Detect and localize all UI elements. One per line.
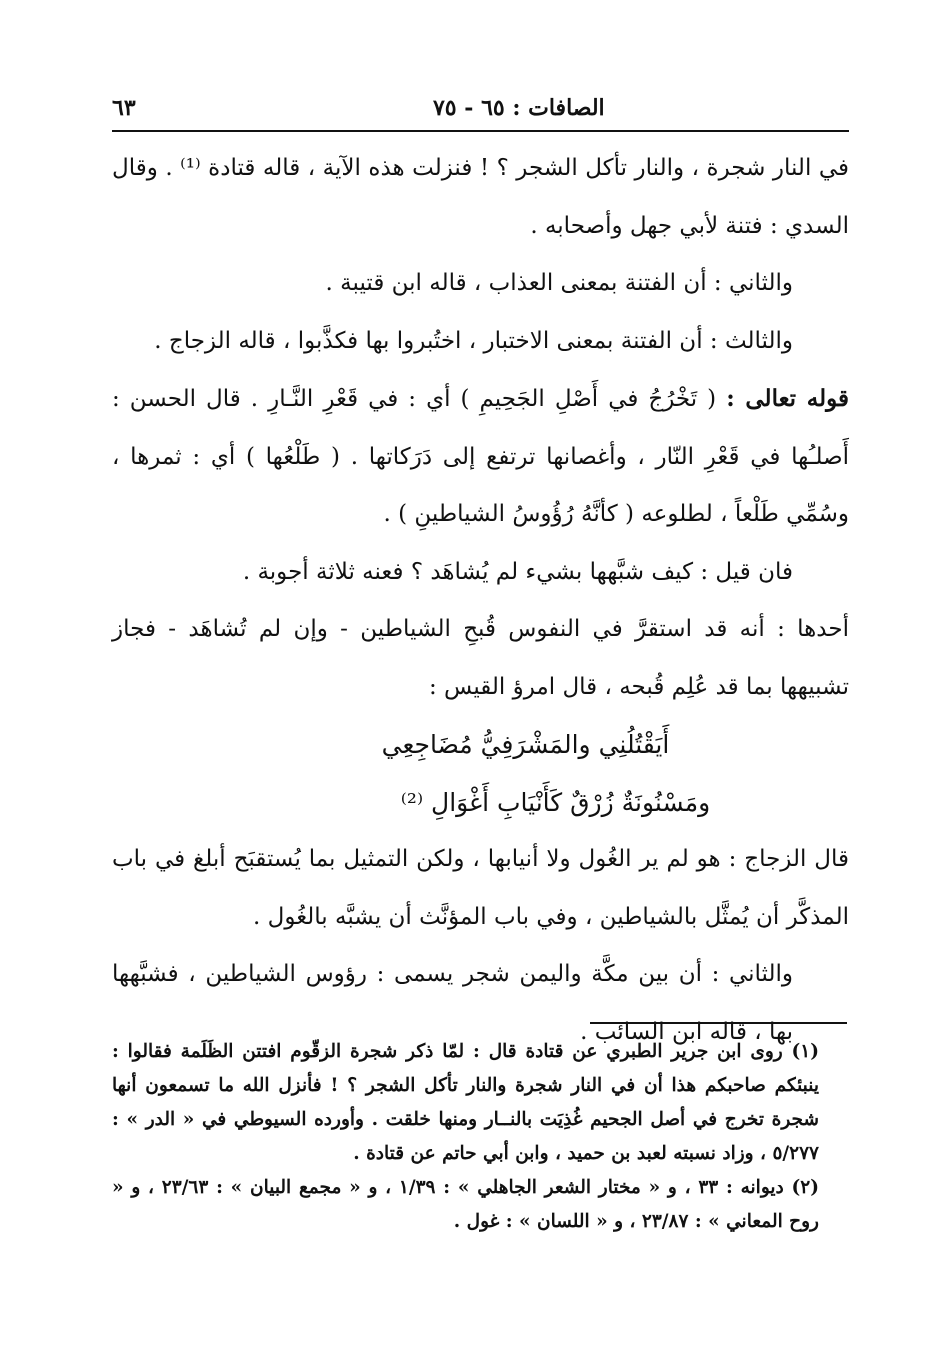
footnote: (١) روى ابن جرير الطبري عن قتادة قال : لمّا ذكر شجرة الزقّوم افتتن الظَلَمة فقالوا : ينبئكم صاحبكم هذا أن في النار شجرة والنار تأكل الشجر ؟ ! فأنزل الله ما تسمعون أنها شجرة تخرج في أصل الجحيم غُذِيَت بالنــار ومنها خلقت . وأورده السيوطي في « الدر » : ٥/٢٧٧ ، وزاد نسبته لعبد بن حميد ، وابن أبي حاتم عن قتادة .	[112, 1041, 819, 1164]
footnote: (٢) ديوانه : ٣٣ ، و « مختار الشعر الجاهلي » : ١/٣٩ ، و « مجمع البيان » : ٢٣/٦٣ ، و « روح المعاني » : ٢٣/٨٧ ، و « اللسان » : غول .	[112, 1177, 819, 1232]
paragraph-text: ( تَخْرُجُ في أَصْلِ الجَحِيمِ ) أي : في قَعْرِ النَّـارِ . قال الحسن : أَصلـُها في قَعْرِ النّار ، وأغصانها ترتفع إلى دَرَكاتها . ( طَلْعُها ) أي : ثمرها ، وسُمِّي طَلْعاً ، لطلوعه ( كأنَّهُ رُؤُوسُ الشياطينِ ) .	[112, 386, 849, 527]
quote-label: قوله تعالى :	[726, 385, 850, 412]
page-number: ٦٣	[112, 95, 136, 121]
main-text	[112, 140, 849, 1061]
paragraph: والثالث : أن الفتنة بمعنى الاختبار ، اختُبروا بها فكذَّبوا ، قاله الزجاج .	[154, 327, 793, 354]
footnote-rule	[590, 1022, 847, 1024]
paragraph: في النار شجرة ، والنار تأكل الشجر ؟ ! فنزلت هذه الآية ، قاله قتادة ⁽¹⁾ . وقال السدي : فتنة لأبي جهل وأصحابه .	[112, 155, 849, 239]
page-title: الصافات : ٦٥ - ٧٥	[432, 95, 605, 121]
page-header	[112, 88, 822, 128]
paragraph: والثاني : أن الفتنة بمعنى العذاب ، قاله ابن قتيبة .	[325, 270, 793, 296]
paragraph: فان قيل : كيف شبَّهها بشيء لم يُشاهَد ؟ فعنه ثلاثة أجوبة .	[242, 558, 793, 585]
verse-line: ومَسْنُونَةٌ زُرْقٌ كَأَنْيَابِ أَغْوَالِ ⁽²⁾	[400, 787, 711, 817]
paragraph	[112, 370, 849, 544]
verse-line: أَيَقْتُلُنِي والمَشْرَفِيُّ مُضَاجِعِي	[381, 730, 670, 759]
paragraph: والثاني : أن بين مكَّة واليمن شجر يسمى : رؤوس الشياطين ، فشبَّهها بها ، قاله ابن السائب .	[112, 961, 793, 1045]
paragraph: أحدها : أنه قد استقرَّ في النفوس قُبحِ الشياطين - وإن لم تُشاهَد - فجاز تشبيهها بما قد عُلِم قُبحه ، قال امرؤ القيس :	[112, 616, 849, 700]
header-rule	[112, 130, 849, 132]
footnotes	[112, 1035, 849, 1239]
paragraph: قال الزجاج : هو لم ير الغُول ولا أنيابها ، ولكن التمثيل بما يُستقبَح أبلغ في باب المذكَّر أن يُمثَّل بالشياطين ، وفي باب المؤنَّث أن يشبَّه بالغُول .	[112, 846, 849, 930]
